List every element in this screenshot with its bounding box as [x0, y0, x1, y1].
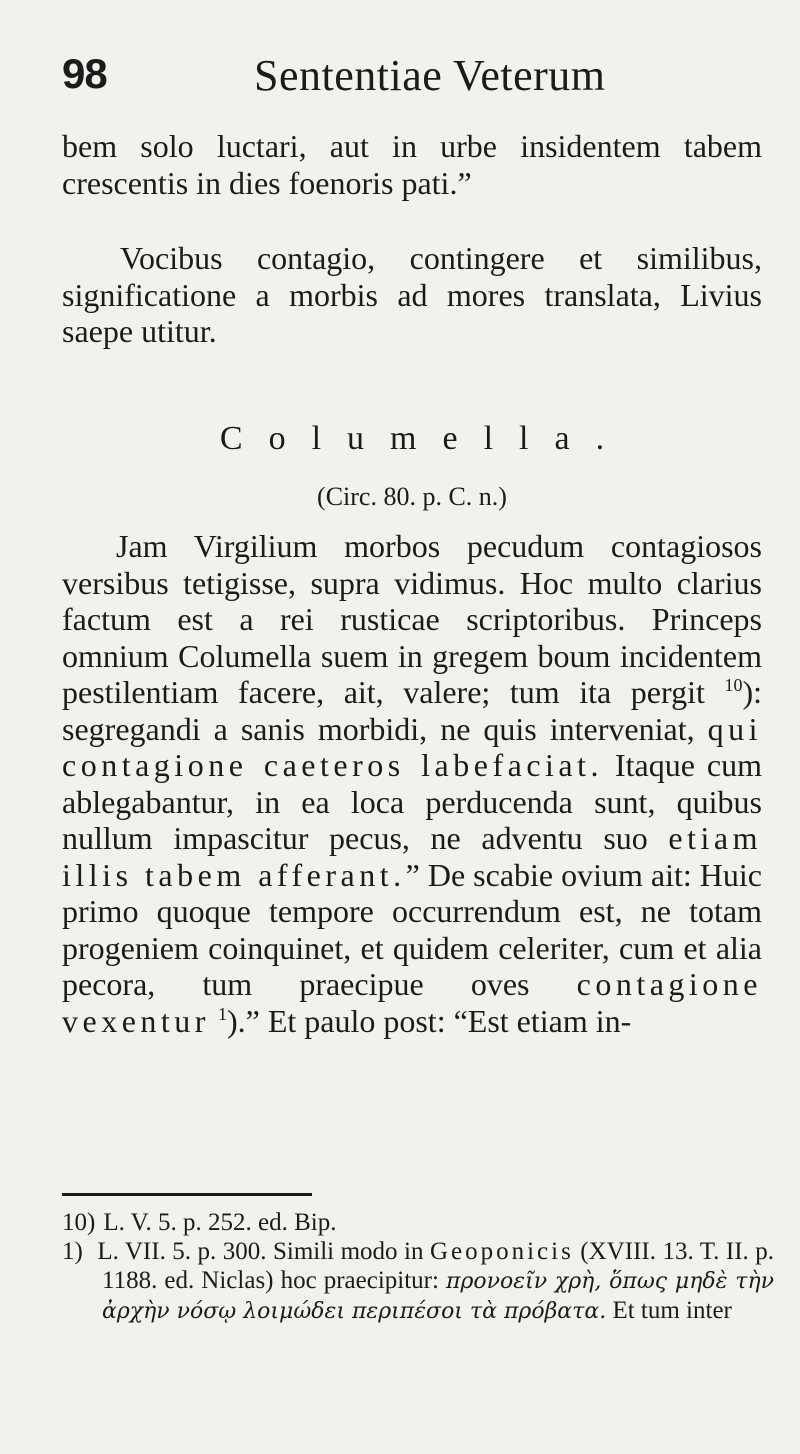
page-header [62, 50, 762, 110]
main-text-part4: ” De scabie ovium ait: Huic primo quoque tempore occurrendum est, ne totam progeniem coinquinet, et quidem celeriter, cum et alia pecora, tum praecipue oves [62, 856, 763, 1002]
footnote-separator [62, 1193, 312, 1196]
section-date-reference: (Circ. 80. p. C. n.) [317, 482, 507, 511]
footnote-mark: 10) [62, 1209, 96, 1236]
page-number: 98 [62, 50, 107, 97]
main-text-part1: Jam Virgilium morbos pecudum contagiosos versibus tetigisse, supra vidimus. Hoc multo clarius factum est a rei rusticae scriptoribus. Princeps omnium Columella suem in gregem boum incidentem pestilentiam facere, ait, valere; tum ita pergit [62, 528, 762, 710]
main-text-part2: ): segregandi a sanis morbidi, ne quis interveniat, [62, 674, 762, 747]
spaced-emphasis-2: etiam illis tabem afferant. [62, 820, 762, 893]
footnote-text: L. V. 5. p. 252. ed. Bip. [103, 1209, 337, 1236]
vocibus-paragraph: Vocibus contagio, contingere et similibus, significatione a morbis ad mores translata, Livius saepe utitur. [62, 240, 762, 349]
footnote-1 [62, 1237, 774, 1326]
footnote-greek-quote: προνοεῖν χρὴ, ὅπως μηδὲ τὴν ἀρχὴν νόσῳ λοιμώδει περιπέσοι τὰ πρόβατα. [102, 1269, 774, 1324]
footnote-text-c: Et tum inter [606, 1297, 732, 1324]
spaced-emphasis-1: qui contagione caeteros labefaciat. [62, 710, 762, 783]
footnote-10 [62, 1208, 774, 1237]
section-heading: Columella. [219, 420, 631, 457]
running-title: Sententiae Veterum [254, 51, 606, 100]
main-text-part5: ).” Et paulo post: “Est etiam in- [226, 1002, 632, 1039]
footnote-text-a: L. VII. 5. p. 300. Simili modo in [97, 1238, 430, 1265]
footnote-mark: 1) [62, 1238, 83, 1265]
main-text-part3: Itaque cum ablegabantur, in ea loca perducenda sunt, quibus nullum impascitur pecus, ne adventu suo [62, 747, 762, 856]
footnote-ref-10: 10 [724, 675, 743, 695]
spaced-emphasis-3: contagione vexentur [62, 966, 762, 1039]
continuation-paragraph: bem solo luctari, aut in urbe insidentem tabem crescentis in dies foenoris pati.” [62, 128, 762, 201]
footnotes [62, 1208, 774, 1326]
main-paragraph [62, 528, 762, 1039]
footnote-spaced-word: Geoponicis [429, 1238, 574, 1265]
footnote-text-b: (XVIII. 13. T. II. p. 1188. ed. Niclas) hoc praecipitur: [102, 1238, 774, 1294]
footnote-ref-1: 1 [217, 1003, 227, 1024]
